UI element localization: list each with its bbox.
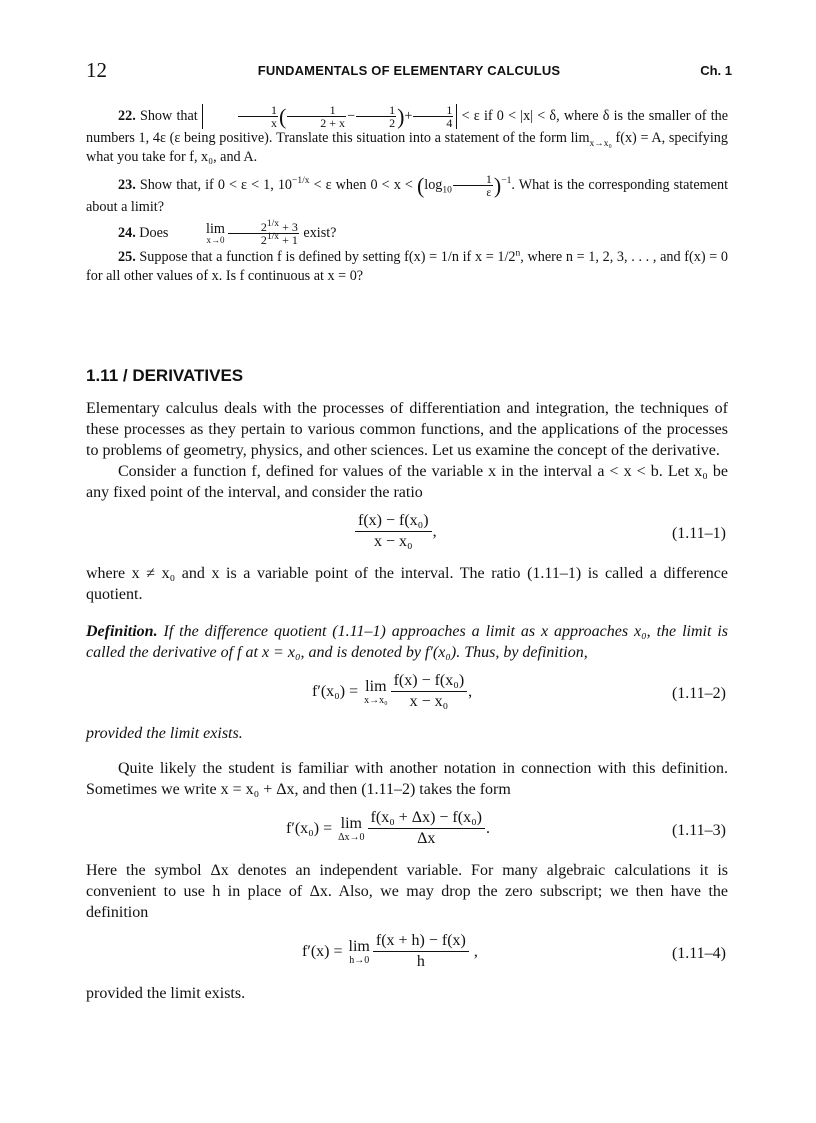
- paragraph: Elementary calculus deals with the processes of differentiation and integration, the techniques of these processes as they pertain to various common functions, and the applications of the processes to problems of geometry, physics, and other sciences. Let us examine the concept of the derivative.: [86, 400, 728, 459]
- fraction: $\frac{1}{\varepsilon}$: [453, 173, 493, 198]
- section-title: 1.11 / DERIVATIVES: [86, 366, 244, 385]
- equation-number: (1.11–4): [671, 945, 726, 962]
- fraction: $\frac{\text{f(x) − f(x₀)}}{\text{x − x₀}}$: [391, 671, 468, 712]
- exercise-number: 23.: [118, 176, 136, 193]
- page-header: [86, 58, 732, 84]
- limit-operator: lim Δx→0: [338, 815, 365, 843]
- fraction: $\frac{1}{x}$: [238, 104, 278, 129]
- exercise-22: [86, 104, 728, 167]
- exercise-text: , where n = 1, 2, 3, . . . , and f(x) = 0 for all other values of x. Is f continuous at x = 0?: [86, 249, 728, 284]
- fraction: $\frac{1}{2}$: [356, 104, 396, 129]
- paragraph: where x ≠ x₀ and x is a variable point of the interval. The ratio (1.11–1) is called a difference quotient.: [86, 565, 728, 603]
- equation-1-11-2: f′(x₀) = lim x→x₀ $\frac{\text{f(x) − f(x₀)}}{\text{x − x₀}}$ , (1.11–2): [312, 672, 726, 710]
- exercise-text: < ε when 0 < x <: [309, 176, 417, 193]
- exercise-23: 23. Show that, if 0 < ε < 1, $10^{-1/x} < \varepsilon$ when $0 < x < (\log_{10}$ $\frac{1}{\varepsilon}$ )$^{-1}$. What is the corresponding statement about a limit?: [86, 172, 729, 215]
- equation-1-11-1: $\frac{\text{f(x) − f(x₀)}}{\text{x − x₀}}$ , (1.11–1): [86, 511, 728, 557]
- fraction: $\frac{\text{f(x) − f(x₀)}}{\text{x − x₀}}$: [355, 511, 432, 552]
- definition: [86, 621, 728, 663]
- exercise-text: Does: [139, 224, 169, 241]
- fraction: $\frac{\text{f(x₀ + Δx) − f(x₀)}}{\Delta x}$: [368, 808, 485, 849]
- definition-text: If the difference quotient (1.11–1) approaches a limit as x approaches x₀, the limit is called the derivative of f at x = x₀, and is denoted by f′(x₀). Thus, by definition,: [86, 623, 728, 661]
- definition-label: Definition.: [86, 623, 158, 640]
- limit-operator: lim x→0: [206, 220, 225, 245]
- paragraph: provided the limit exists.: [86, 985, 246, 1002]
- paragraph: Here the symbol Δx denotes an independent variable. For many algebraic calculations it is convenient to use h in place of Δx. Also, we may drop the zero subscript; we then have the definition: [86, 862, 728, 921]
- equation-1-11-4: f′(x) = lim h→0 $\frac{f(x + h) - f(x)}{h}$ , (1.11–4): [302, 932, 726, 970]
- exercise-text: Suppose that a function f is defined by setting f(x) = 1/n if x = 1/2: [139, 249, 516, 265]
- paragraph: provided the limit exists.: [86, 725, 243, 742]
- exercise-text: < ε if 0 < |x| < δ, where δ is the smaller of the numbers 1, 4ε (ε being positive). Translate this situation into a statement of the form lim: [86, 107, 729, 146]
- paragraph: Quite likely the student is familiar with another notation in connection with this definition. Sometimes we write x = x₀ + Δx, and then (1.11–2) takes the form: [86, 760, 728, 798]
- paragraph: Consider a function f, defined for values of the variable x in the interval a < x < b. Let x₀ be any fixed point of the interval, and consider the ratio: [86, 463, 728, 501]
- superscript: −1/x: [292, 176, 310, 187]
- exercise-text: Show that, if 0 < ε < 1, 10: [139, 176, 293, 193]
- exercise-number: 25.: [118, 249, 136, 265]
- equation-number: (1.11–3): [671, 822, 726, 839]
- fraction: $\frac{1}{2 + x}$: [287, 104, 346, 129]
- fraction: $\frac{2^{1/x} + 3}{2^{1/x} + 1}$: [228, 221, 299, 246]
- exercise-24: [86, 221, 728, 246]
- limit-operator: lim h→0: [348, 938, 370, 966]
- equation-number: (1.11–1): [671, 525, 726, 542]
- superscript: −1: [501, 176, 512, 187]
- equation-number: (1.11–2): [671, 685, 726, 702]
- exercise-25: 25. Suppose that a function f is defined by setting f(x) = 1/n if $x = 1/2^n$, where n = 1, 2, 3, . . . , and f(x) = 0 for all other values of x. Is f continuous at x = 0?: [86, 248, 728, 284]
- absolute-value-expression: $\frac{1}{x}$ ( $\frac{1}{2 + x}$ − $\frac{1}{2}$ )+ $\frac{1}{4}$: [202, 104, 457, 129]
- exercise-text: Show that: [139, 107, 198, 124]
- exercise-number: 22.: [118, 107, 136, 124]
- running-title: FUNDAMENTALS OF ELEMENTARY CALCULUS: [257, 63, 561, 78]
- limit-operator: lim x→x₀: [364, 678, 388, 706]
- chapter-label: Ch. 1: [700, 63, 732, 78]
- page-number: 12: [86, 58, 107, 82]
- exercise-list: [86, 104, 728, 288]
- exercise-text: . What is the corresponding statement about a limit?: [86, 176, 729, 215]
- exercise-text: f(x) = A, specifying what you take for f, x₀, and A.: [86, 130, 728, 165]
- equation-1-11-3: f′(x₀) = lim Δx→0 $\frac{\text{f(x₀ + Δx) − f(x₀)}}{\Delta x}$ . (1.11–3): [286, 809, 726, 847]
- exercise-number: 24.: [118, 224, 136, 241]
- exercise-text: exist?: [303, 224, 337, 241]
- fraction: $\frac{f(x + h) - f(x)}{h}$: [373, 931, 469, 972]
- section-body: [86, 398, 728, 1004]
- fraction: $\frac{1}{4}$: [413, 104, 453, 129]
- limit-subscript: x→x₀: [589, 138, 612, 149]
